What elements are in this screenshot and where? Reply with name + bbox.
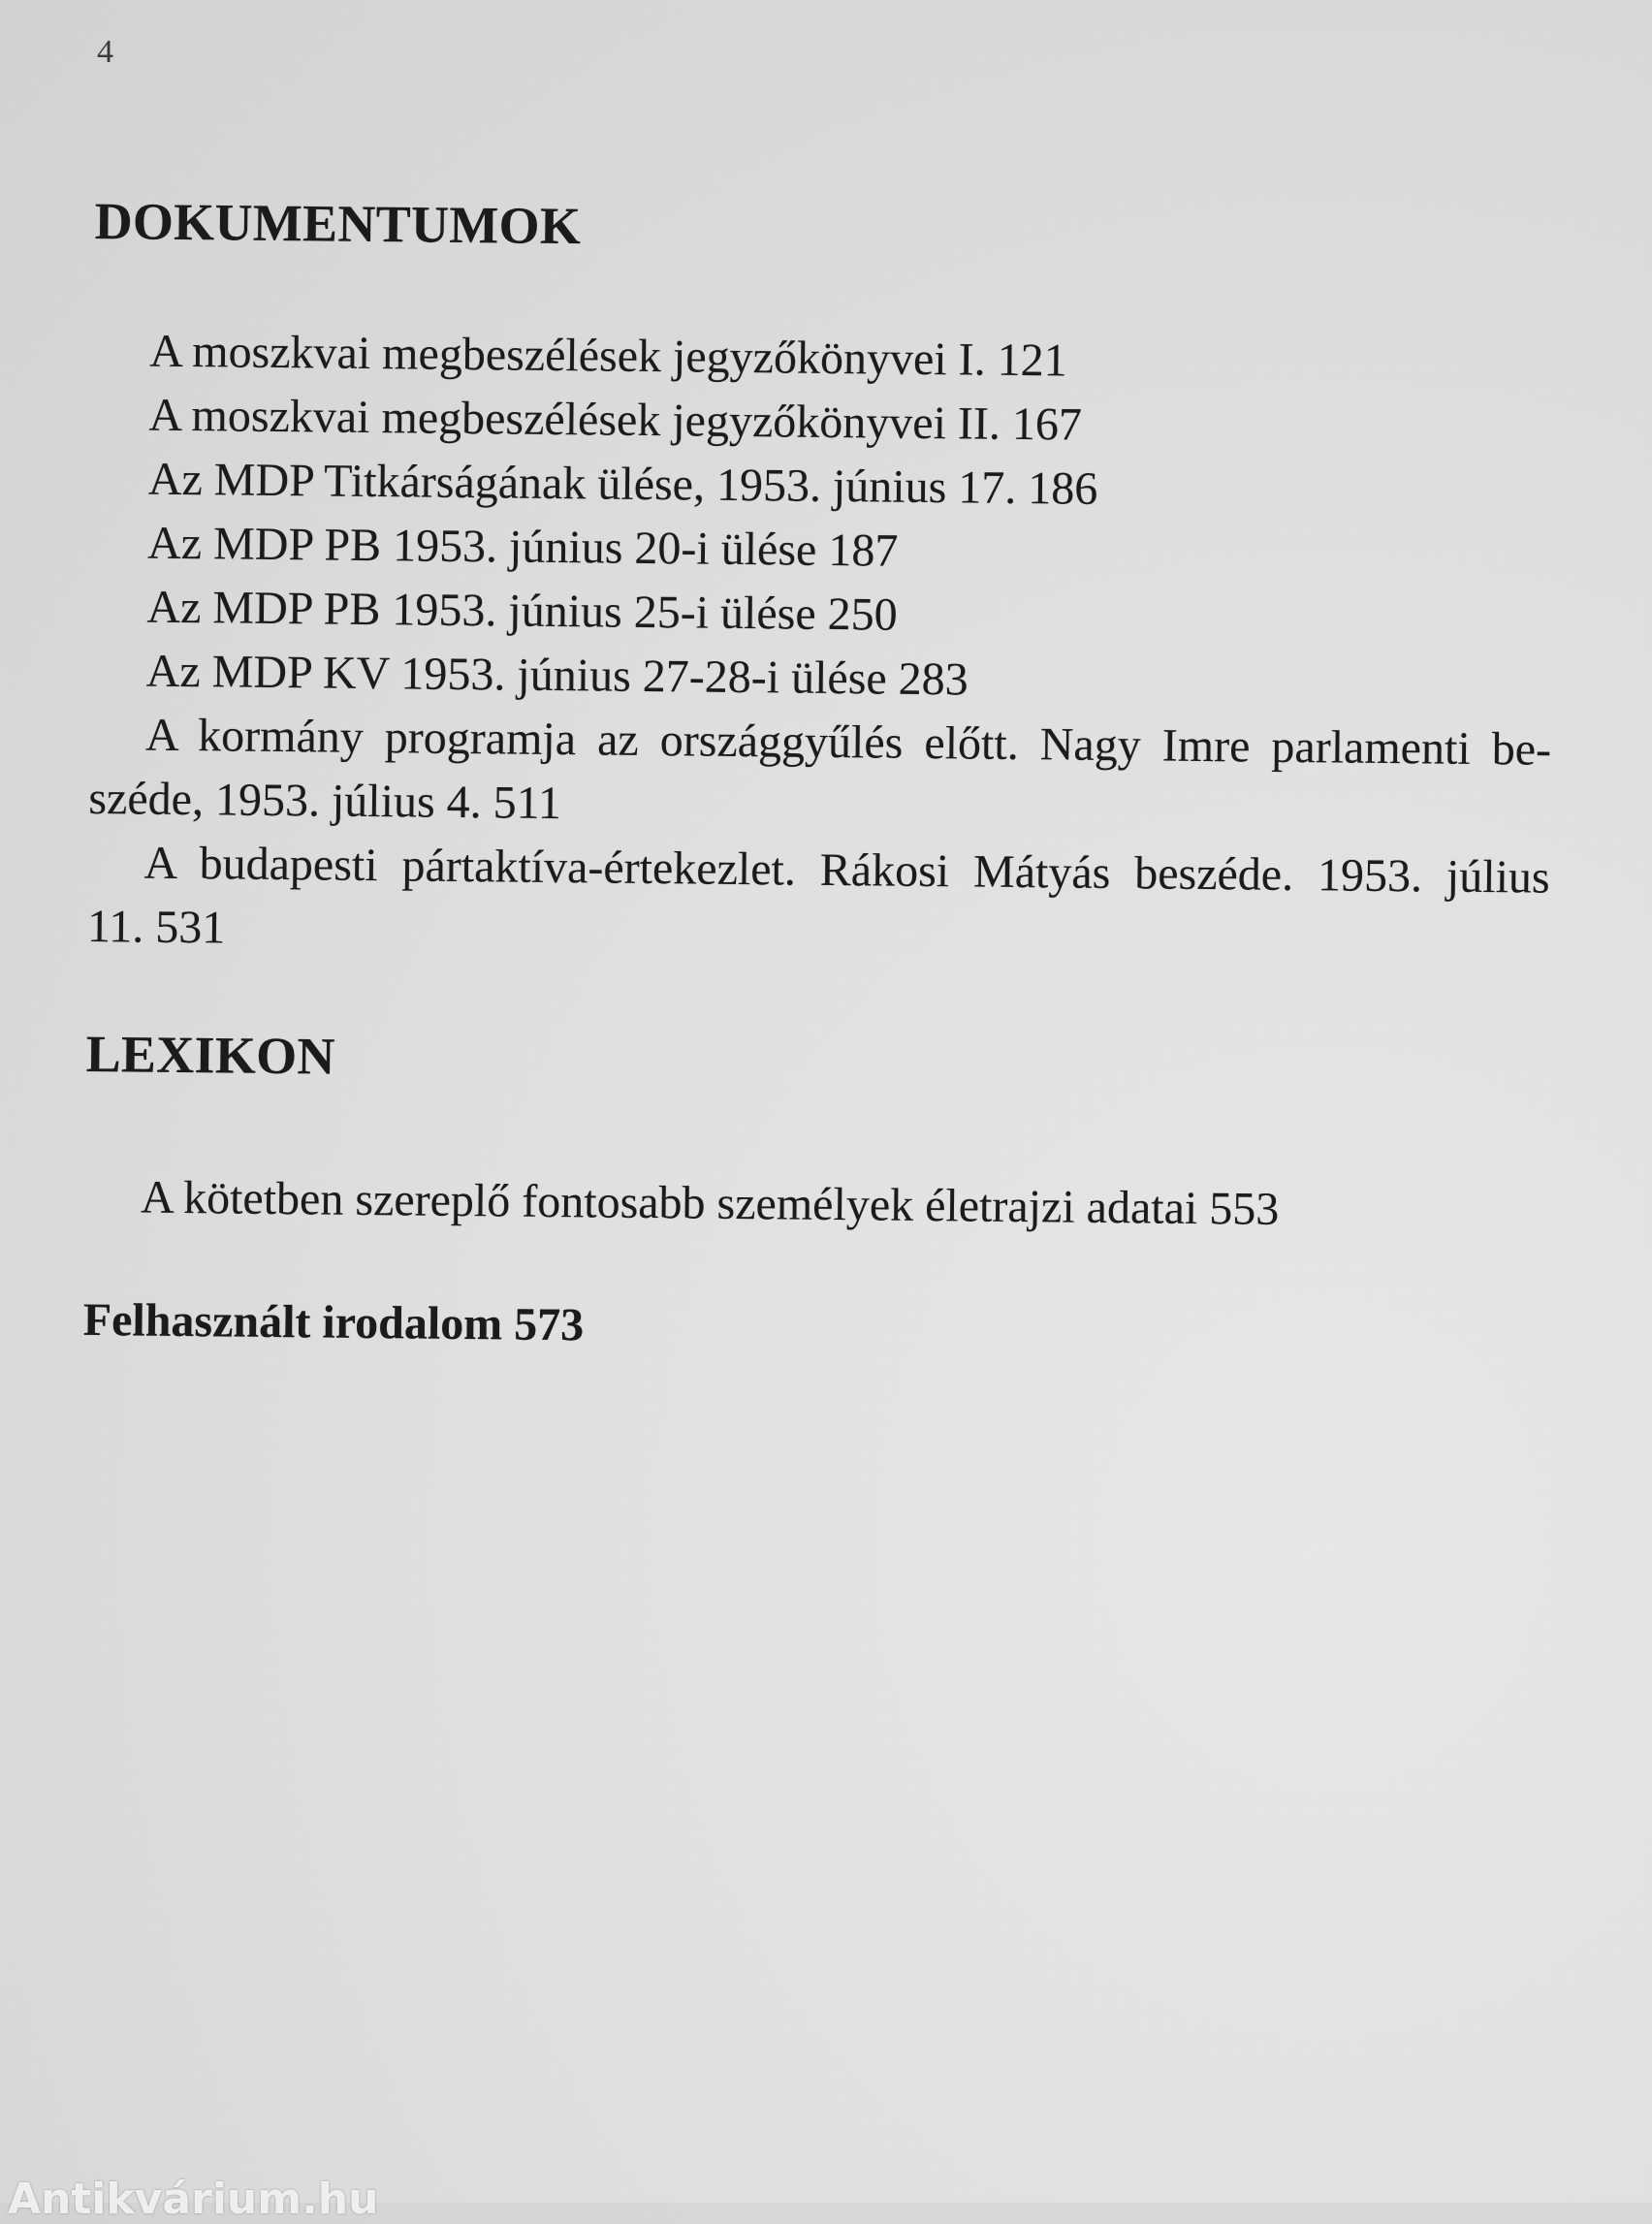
table-of-contents bbox=[82, 189, 1556, 1368]
bibliography-heading: Felhasznált irodalom 573 bbox=[82, 1293, 585, 1351]
toc-entry-line: Az MDP KV 1953. június 27-28-i ülése 283 bbox=[145, 645, 969, 706]
page-number: 4 bbox=[97, 34, 113, 70]
watermark-text: Antikvárium.hu bbox=[8, 2175, 379, 2224]
toc-entry bbox=[87, 831, 1550, 974]
toc-entry-line: Az MDP PB 1953. június 20-i ülése 187 bbox=[146, 517, 899, 577]
toc-entry-line: A moszkvai megbeszélések jegyzőkönyvei II. 167 bbox=[148, 389, 1083, 451]
toc-entry-continuation-line: 11. 531 bbox=[86, 900, 226, 954]
documents-list bbox=[87, 319, 1556, 974]
toc-entry-line: A budapesti pártaktíva-értekezlet. Rákosi Mátyás beszéde. 1953. július bbox=[143, 837, 1550, 904]
toc-entry-line: A kormány programja az országgyűlés előtt. Nagy Imre parlamenti be- bbox=[144, 709, 1552, 776]
lexicon-entry: A kötetben szereplő fontosabb személyek életrajzi adatai 553 bbox=[140, 1171, 1280, 1235]
toc-entry-line: Az MDP PB 1953. június 25-i ülése 250 bbox=[146, 581, 898, 641]
toc-entry-line: Az MDP Titkárságának ülése, 1953. június 17. 186 bbox=[147, 453, 1098, 515]
toc-entry-line: A moszkvai megbeszélések jegyzőkönyvei I. 121 bbox=[148, 325, 1067, 387]
section-heading-documents: DOKUMENTUMOK bbox=[94, 191, 582, 256]
toc-entry bbox=[88, 703, 1551, 846]
toc-entry-continuation-line: széde, 1953. július 4. 511 bbox=[88, 772, 562, 830]
section-heading-lexicon: LEXIKON bbox=[85, 1024, 336, 1086]
watermark-strip bbox=[0, 2175, 407, 2224]
